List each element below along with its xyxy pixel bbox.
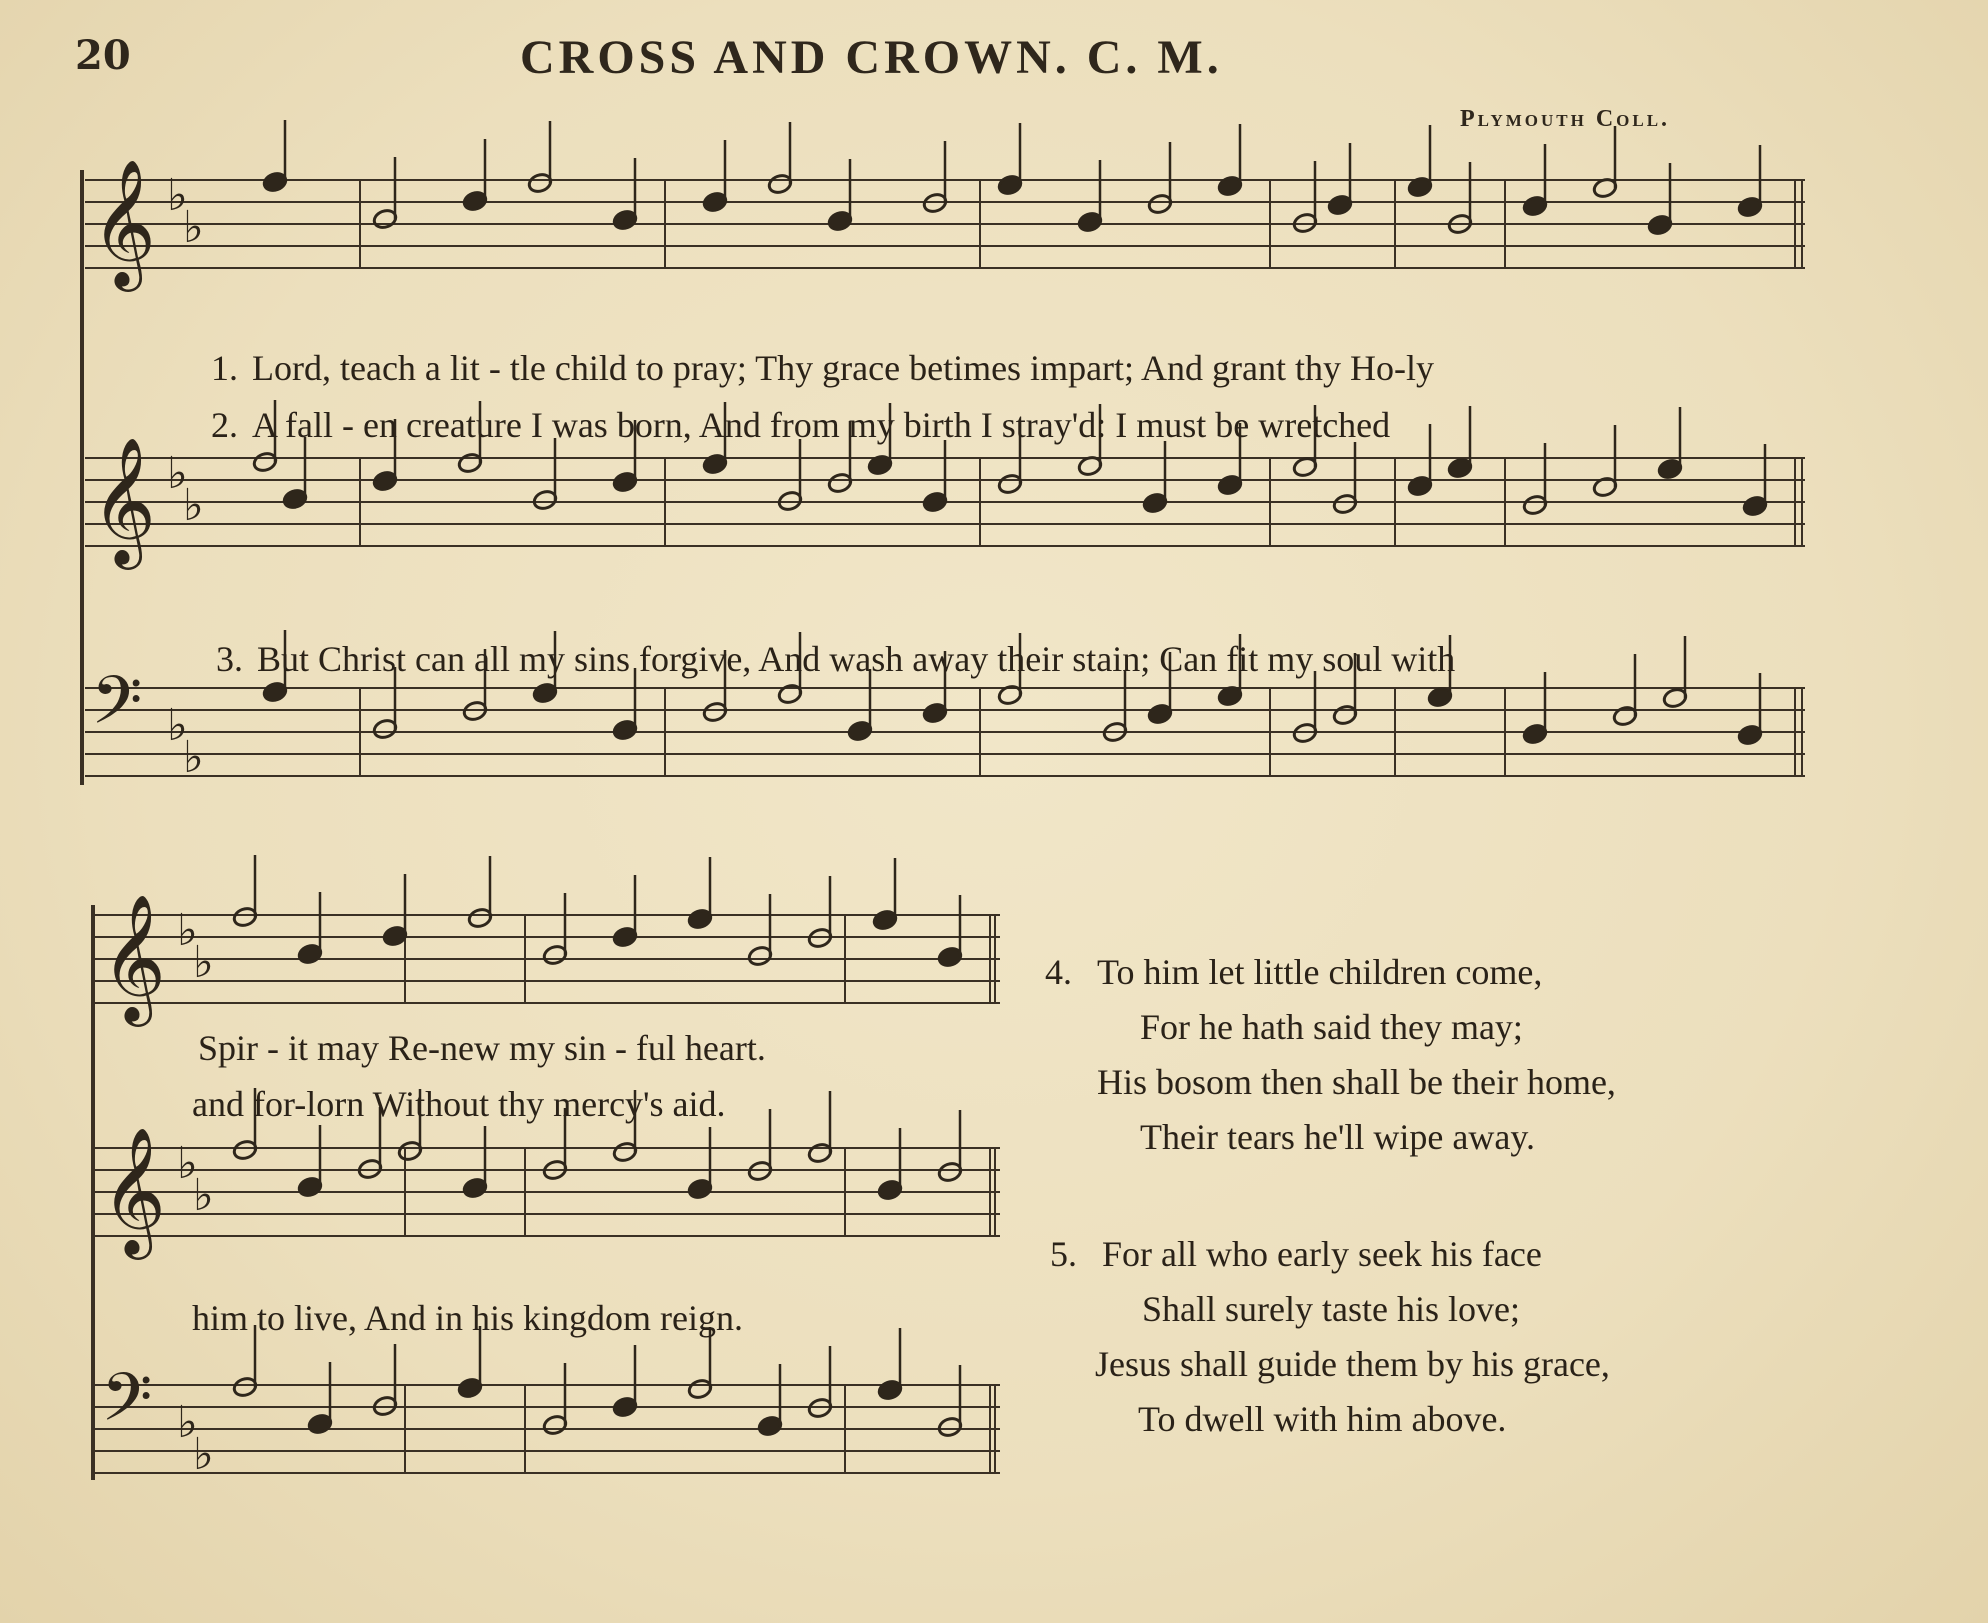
- treble-clef-icon: 𝄞: [91, 158, 157, 286]
- stanza-line: Their tears he'll wipe away.: [1140, 1117, 1535, 1157]
- stanza-number: 4.: [1045, 952, 1072, 992]
- verse-number: 3.: [216, 639, 243, 679]
- flat-icon: ♭: [167, 448, 188, 499]
- treble-clef-icon: 𝄞: [101, 1126, 167, 1254]
- hymn-title: CROSS AND CROWN. C. M.: [520, 31, 1223, 84]
- stanza-line: Shall surely taste his love;: [1142, 1289, 1520, 1329]
- stanza-number: 5.: [1050, 1234, 1077, 1274]
- stanza-line: For he hath said they may;: [1140, 1007, 1523, 1047]
- flat-icon: ♭: [177, 905, 198, 956]
- stanza-line: [1050, 1227, 1610, 1282]
- stanza-line-text: To him let little children come,: [1097, 952, 1543, 992]
- treble-clef-icon: 𝄞: [91, 436, 157, 564]
- system1-verse2-lyric: [175, 362, 1390, 488]
- stanza-line: His bosom then shall be their home,: [1097, 1062, 1616, 1102]
- system1-verse3-lyric: [180, 596, 1455, 722]
- verse-text: But Christ can all my sins forgive, And wash away their stain; Can fit my soul with: [257, 639, 1456, 679]
- treble-staff-4: [95, 1148, 1000, 1236]
- flat-icon: ♭: [193, 937, 214, 988]
- verse-number: 2.: [211, 405, 238, 445]
- treble-clef-icon: 𝄞: [101, 893, 167, 1021]
- flat-icon: ♭: [177, 1397, 198, 1448]
- flat-icon: ♭: [193, 1170, 214, 1221]
- stanza-line: [1045, 945, 1616, 1000]
- flat-icon: ♭: [167, 170, 188, 221]
- verse-text: Lord, teach a lit - tle child to pray; Thy grace betimes impart; And grant thy Ho-ly: [252, 348, 1435, 388]
- bass-staff-2: [95, 1385, 1000, 1473]
- flat-icon: ♭: [177, 1138, 198, 1189]
- flat-icon: ♭: [183, 480, 204, 531]
- tune-attribution: Plymouth Coll.: [1460, 106, 1671, 132]
- verse-number: 1.: [211, 348, 238, 388]
- system2-verse3-lyric: him to live, And in his kingdom reign.: [192, 1298, 743, 1338]
- flat-icon: ♭: [193, 1429, 214, 1480]
- stanza-line: Jesus shall guide them by his grace,: [1095, 1344, 1610, 1384]
- stanza-5: [1050, 1227, 1610, 1447]
- bass-clef-icon: 𝄢: [91, 662, 143, 755]
- stanza-line-text: For all who early seek his face: [1102, 1234, 1542, 1274]
- verse-text: A fall - en creature I was born, And from my birth I stray'd: I must be wretched: [252, 405, 1391, 445]
- stanza-line: To dwell with him above.: [1138, 1399, 1507, 1439]
- system2-verse1-lyric: Spir - it may Re-new my sin - ful heart.: [198, 1028, 766, 1068]
- flat-icon: ♭: [167, 700, 188, 751]
- stanza-4: [1045, 945, 1616, 1165]
- page-number: 20: [75, 32, 131, 79]
- treble-staff-3: [95, 915, 1000, 1003]
- system2-verse2-lyric: and for-lorn Without thy mercy's aid.: [192, 1084, 726, 1124]
- bass-clef-icon: 𝄢: [101, 1359, 153, 1452]
- flat-icon: ♭: [183, 732, 204, 783]
- flat-icon: ♭: [183, 202, 204, 253]
